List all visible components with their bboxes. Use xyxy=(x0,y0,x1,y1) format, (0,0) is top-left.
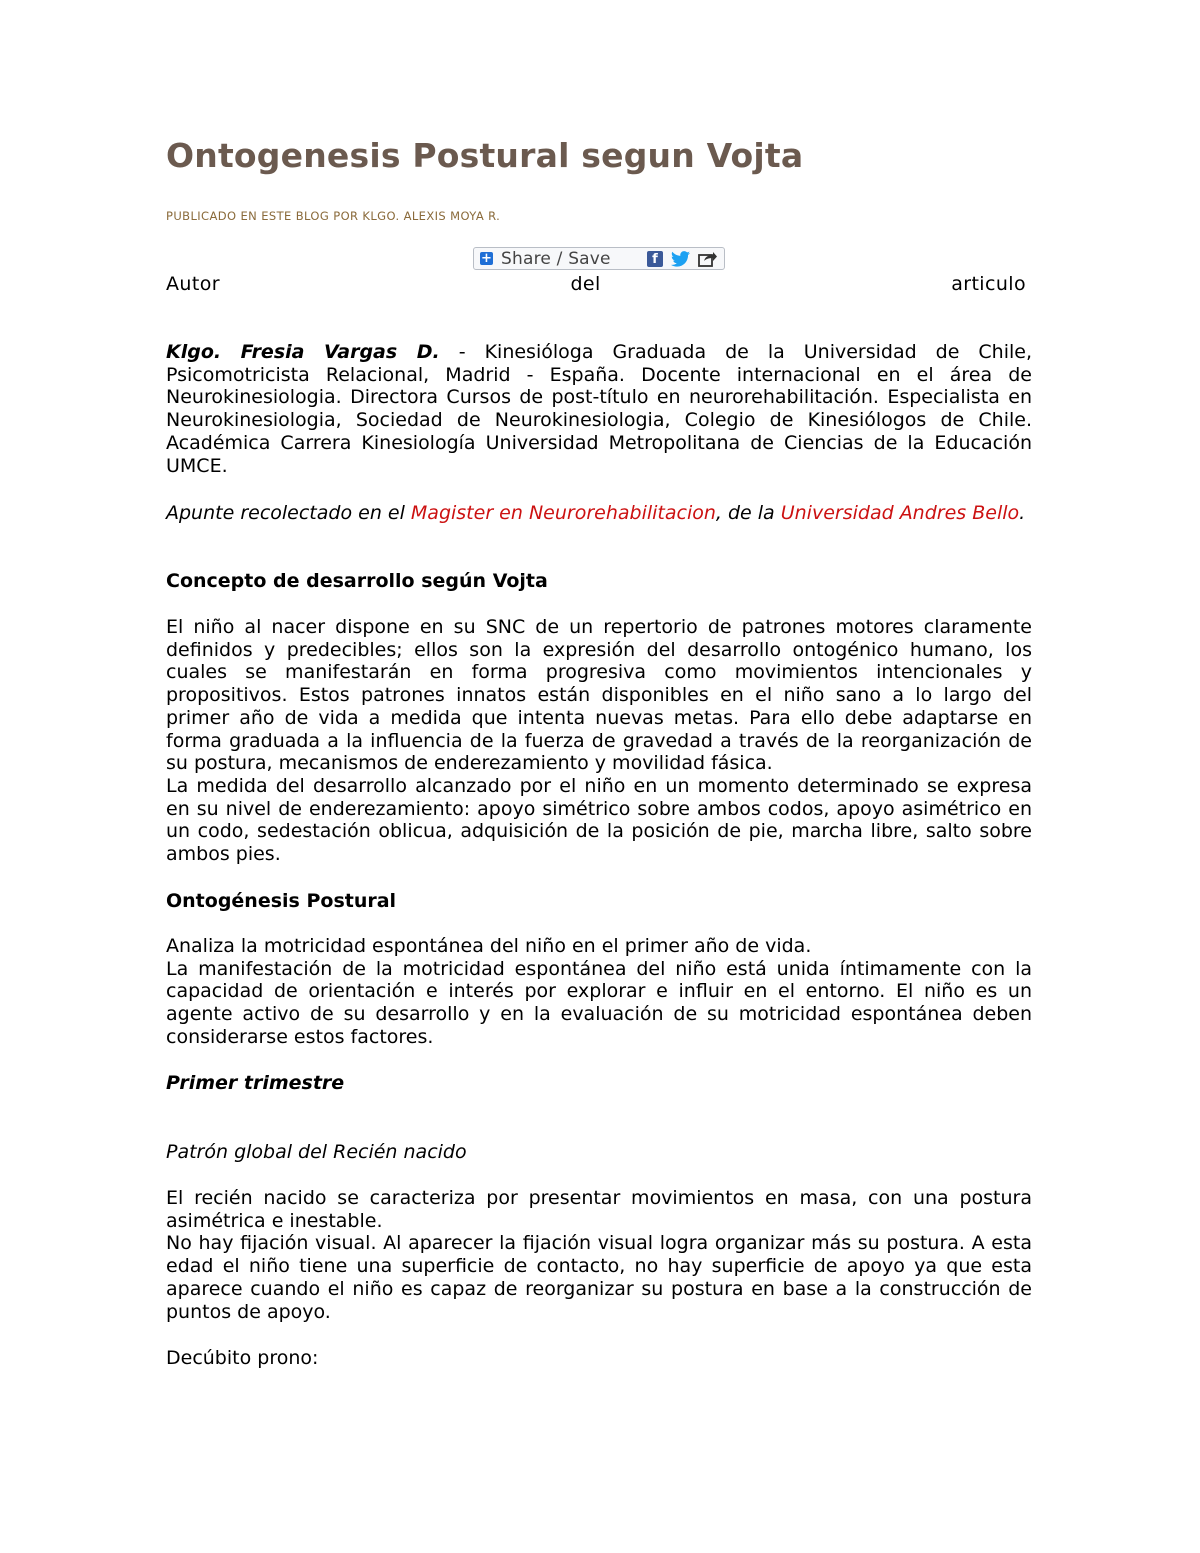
byline-prefix: PUBLICADO EN ESTE BLOG POR xyxy=(166,209,359,223)
section-heading-concepto: Concepto de desarrollo según Vojta xyxy=(166,570,548,592)
paragraph: El niño al nacer dispone en su SNC de un repertorio de patrones motores claramente definidos y predecibles; ellos son la expresión del desarrollo ontogénico humano, los cuales se manifestarán en forma progresiva como movimientos intencionales y propositivos. Estos patrones innatos están disponibles en el niño sano a lo largo del primer año de vida a medida que intenta nuevas metas. Para ello debe adaptarse en forma graduada a la influencia de la fuerza de gravedad a través de la reorganización de su postura, mecanismos de enderezamiento y movilidad fásica. xyxy=(166,616,1032,775)
byline-author[interactable]: KLGO. ALEXIS MOYA R. xyxy=(362,209,501,223)
paragraph: No hay fijación visual. Al aparecer la fijación visual logra organizar más su postura. A esta edad el niño tiene una superficie de contacto, no hay superficie de apoyo ya que esta aparece cuando el niño es capaz de reorganizar su postura en base a la construcción de puntos de apoyo. xyxy=(166,1232,1032,1323)
decubito-prono-label: Decúbito prono: xyxy=(166,1347,319,1369)
share-save-button[interactable] xyxy=(473,247,725,270)
twitter-icon[interactable] xyxy=(671,251,690,267)
source-note-text: . xyxy=(1019,502,1026,524)
author-heading xyxy=(166,273,1026,295)
author-bio-text: - Kinesióloga Graduada de la Universidad de Chile, Psicomotricista Relacional, Madrid - España. Docente internacional en el área de Neurokinesiologia. Directora Cursos de post-título en neurorehabilitación. Especialista en Neurokinesiologia, Sociedad de Neurokinesiologia, Colegio de Kinesiólogos de Chile. Académica Carrera Kinesiología Universidad Metropolitana de Ciencias de la Educación UMCE. xyxy=(166,341,1032,477)
author-heading-word: Autor xyxy=(166,273,220,295)
paragraph: La manifestación de la motricidad espontánea del niño está unida íntimamente con la capacidad de orientación e interés por explorar e influir en el entorno. El niño es un agente activo de su desarrollo y en la evaluación de su motricidad espontánea deben considerarse estos factores. xyxy=(166,957,1032,1048)
share-icons xyxy=(647,251,718,267)
section-heading-trimestre: Primer trimestre xyxy=(166,1072,345,1094)
magister-link[interactable]: Magister en Neurorehabilitacion xyxy=(410,502,716,524)
author-bio xyxy=(166,341,1032,477)
subheading-patron: Patrón global del Recién nacido xyxy=(166,1141,467,1163)
source-note-text: Apunte recolectado en el xyxy=(166,502,411,524)
author-heading-word: del xyxy=(570,273,601,295)
facebook-icon[interactable]: f xyxy=(647,251,663,267)
share-arrow-icon[interactable] xyxy=(698,251,718,267)
university-link[interactable]: Universidad Andres Bello xyxy=(780,502,1020,524)
article-title: Ontogenesis Postural segun Vojta xyxy=(166,136,804,175)
byline xyxy=(166,209,504,223)
section-heading-ontogenesis: Ontogénesis Postural xyxy=(166,890,397,912)
author-heading-word: articulo xyxy=(951,273,1026,295)
paragraph: Analiza la motricidad espontánea del niño en el primer año de vida. xyxy=(166,935,812,957)
concepto-body xyxy=(166,616,1032,866)
share-plus-icon: + xyxy=(481,251,492,266)
paragraph: La medida del desarrollo alcanzado por el niño en un momento determinado se expresa en su nivel de enderezamiento: apoyo simétrico sobre ambos codos, apoyo asimétrico en un codo, sedestación oblicua, adquisición de la posición de pie, marcha libre, salto sobre ambos pies. xyxy=(166,774,1032,866)
ontogenesis-body xyxy=(166,935,1032,1049)
paragraph: El recién nacido se caracteriza por presentar movimientos en masa, con una postura asimétrica e inestable. xyxy=(166,1187,1032,1232)
share-save-label: Share / Save xyxy=(501,248,611,269)
trimestre-body xyxy=(166,1187,1032,1323)
source-note-text: , de la xyxy=(715,502,781,524)
author-name: Klgo. Fresia Vargas D. xyxy=(166,341,440,363)
source-note xyxy=(166,502,1032,525)
